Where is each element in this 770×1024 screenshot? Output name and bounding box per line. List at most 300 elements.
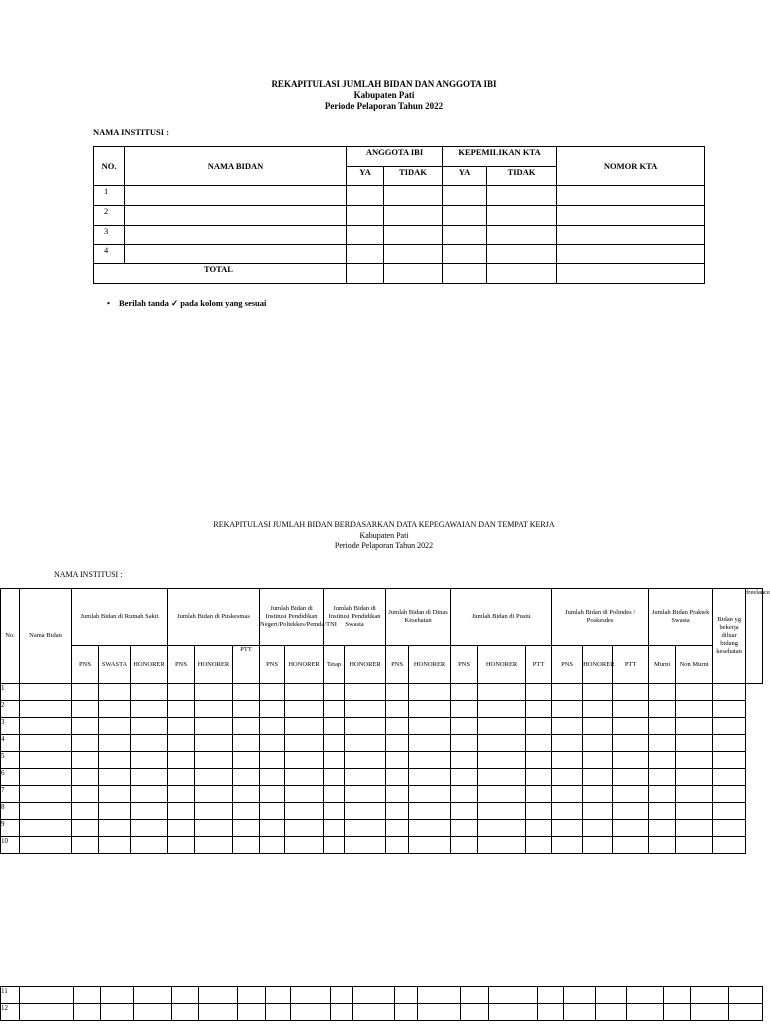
- table-cell: [713, 735, 746, 752]
- table-cell: [583, 769, 613, 786]
- table-cell: [99, 820, 131, 837]
- doc1-title: REKAPITULASI JUMLAH BIDAN DAN ANGGOTA IBI: [271, 79, 497, 89]
- table-cell: [260, 718, 285, 735]
- header-nama-bidan: NAMA BIDAN: [125, 147, 347, 186]
- table-cell: [478, 718, 526, 735]
- table-cell: [552, 786, 583, 803]
- table-cell: [72, 735, 99, 752]
- table-cell: [386, 786, 409, 803]
- table-row: [94, 186, 705, 206]
- table-cell: [72, 684, 99, 701]
- table-cell: [451, 735, 478, 752]
- table-cell: [386, 803, 409, 820]
- header-honorer: HONORER: [285, 646, 324, 684]
- header-honorer: HONORER: [195, 646, 233, 684]
- header-ptt: PTT: [233, 646, 260, 684]
- table-cell: [20, 1004, 73, 1021]
- row-number: 10: [1, 837, 20, 854]
- table-cell: [451, 803, 478, 820]
- table-cell: [324, 718, 345, 735]
- doc2-title: REKAPITULASI JUMLAH BIDAN BERDASARKAN DATA KEPEGAWAIAN DAN TEMPAT KERJA: [213, 520, 555, 529]
- table-cell: [345, 786, 386, 803]
- table-cell: [676, 769, 713, 786]
- table-cell: [285, 752, 324, 769]
- table-cell: [691, 987, 729, 1004]
- table-cell: [613, 837, 649, 854]
- doc2-table-continued: [0, 986, 763, 1021]
- table-cell: [195, 735, 233, 752]
- table-cell: [537, 1004, 564, 1021]
- table-cell: [526, 786, 552, 803]
- row-number: 4: [94, 245, 125, 264]
- table-cell: [451, 752, 478, 769]
- header-ptt: PTT: [526, 646, 552, 684]
- table-cell: [260, 786, 285, 803]
- table-cell: [20, 820, 72, 837]
- table-cell: [131, 820, 168, 837]
- table-cell: [691, 1004, 729, 1021]
- table-cell: [285, 718, 324, 735]
- table-cell: [345, 735, 386, 752]
- header-tidak: TIDAK: [384, 167, 443, 186]
- table-cell: [72, 820, 99, 837]
- table-cell: [324, 820, 345, 837]
- table-cell: [331, 987, 352, 1004]
- row-number: 9: [1, 820, 20, 837]
- table-cell: [20, 786, 72, 803]
- doc2-table: [0, 588, 770, 854]
- table-cell: [713, 769, 746, 786]
- table-cell: [195, 769, 233, 786]
- table-row: [1, 769, 763, 786]
- table-cell: [418, 987, 461, 1004]
- table-cell: [461, 987, 489, 1004]
- table-cell: [451, 769, 478, 786]
- table-cell: [285, 735, 324, 752]
- table-cell: [409, 718, 451, 735]
- table-cell: [233, 837, 260, 854]
- table-cell: [168, 837, 195, 854]
- header-luar-bidang: Bidan yg bekerja diluar bidang kesehatan: [713, 589, 746, 684]
- table-cell: [386, 718, 409, 735]
- table-row: [1, 987, 763, 1004]
- table-cell: [526, 837, 552, 854]
- table-cell: [345, 820, 386, 837]
- note-text: Berilah tanda ✓ pada kolom yang sesuai: [119, 298, 267, 308]
- header-puskesmas: Jumlah Bidan di Puskesmas: [168, 589, 260, 646]
- table-cell: [526, 769, 552, 786]
- table-cell: [99, 769, 131, 786]
- doc2-institution-label: NAMA INSTITUSI :: [54, 570, 123, 579]
- table-cell: [352, 987, 394, 1004]
- table-cell: [526, 701, 552, 718]
- table-cell: [324, 837, 345, 854]
- table-cell: [583, 786, 613, 803]
- table-cell: [324, 786, 345, 803]
- table-cell: [488, 987, 537, 1004]
- table-cell: [583, 684, 613, 701]
- table-cell: [20, 837, 72, 854]
- table-cell: [552, 684, 583, 701]
- table-cell: [451, 718, 478, 735]
- header-non-murni: Non Murni: [676, 646, 713, 684]
- header-honorer: HONORER: [131, 646, 168, 684]
- table-cell: [676, 786, 713, 803]
- table-cell: [168, 718, 195, 735]
- table-cell: [131, 803, 168, 820]
- table-cell: [99, 735, 131, 752]
- table-cell: [99, 701, 131, 718]
- table-cell: [564, 1004, 596, 1021]
- table-cell: [168, 820, 195, 837]
- table-cell: [131, 718, 168, 735]
- table-cell: [133, 1004, 171, 1021]
- table-row: [94, 226, 705, 245]
- header-pns: PNS: [260, 646, 285, 684]
- table-cell: [99, 803, 131, 820]
- table-cell: [168, 803, 195, 820]
- table-cell: [99, 837, 131, 854]
- total-label: TOTAL: [94, 264, 347, 284]
- header-pns: PNS: [552, 646, 583, 684]
- table-cell: [324, 769, 345, 786]
- table-cell: [168, 684, 195, 701]
- table-cell: [265, 1004, 291, 1021]
- row-number: 3: [94, 226, 125, 245]
- header-honorer: HONORER: [345, 646, 386, 684]
- table-cell: [72, 837, 99, 854]
- table-cell: [478, 752, 526, 769]
- header-murni: Murni: [649, 646, 676, 684]
- table-row: [94, 245, 705, 264]
- table-cell: [583, 820, 613, 837]
- table-cell: [20, 735, 72, 752]
- table-cell: [613, 803, 649, 820]
- instruction-note: [107, 298, 266, 309]
- table-cell: [676, 684, 713, 701]
- table-cell: [72, 701, 99, 718]
- row-number: 4: [1, 735, 20, 752]
- table-row: [1, 752, 763, 769]
- table-cell: [99, 718, 131, 735]
- table-cell: [552, 752, 583, 769]
- table-cell: [233, 701, 260, 718]
- header-dinas-kesehatan: Jumlah Bidan di Dinas Kesehatan: [386, 589, 451, 646]
- table-cell: [649, 701, 676, 718]
- header-tetap: Tetap: [324, 646, 345, 684]
- table-cell: [613, 769, 649, 786]
- table-cell: [552, 735, 583, 752]
- table-cell: [131, 837, 168, 854]
- header-polindes: Jumlah Bidan di Polindes / Poskesdes: [552, 589, 649, 646]
- table-cell: [171, 987, 199, 1004]
- table-cell: [20, 718, 72, 735]
- table-cell: [451, 701, 478, 718]
- table-cell: [345, 752, 386, 769]
- table-cell: [238, 987, 266, 1004]
- header-institusi-negeri: Jumlah Bidan di Institusi Pendidikan Negeri/Poltekkes/Pemda/TNI: [260, 589, 324, 646]
- table-cell: [352, 1004, 394, 1021]
- table-cell: [168, 701, 195, 718]
- table-cell: [676, 837, 713, 854]
- table-cell: [583, 735, 613, 752]
- table-cell: [101, 987, 134, 1004]
- table-cell: [649, 837, 676, 854]
- doc1-institution-label: NAMA INSTITUSI :: [93, 127, 170, 137]
- table-cell: [285, 769, 324, 786]
- table-cell: [451, 820, 478, 837]
- table-cell: [418, 1004, 461, 1021]
- table-cell: [713, 837, 746, 854]
- header-freelance: freelance: [746, 589, 763, 684]
- table-cell: [20, 769, 72, 786]
- table-cell: [168, 752, 195, 769]
- table-cell: [345, 837, 386, 854]
- table-cell: [596, 987, 627, 1004]
- table-cell: [133, 987, 171, 1004]
- table-cell: [583, 803, 613, 820]
- table-cell: [713, 820, 746, 837]
- table-cell: [195, 701, 233, 718]
- table-cell: [409, 837, 451, 854]
- table-cell: [478, 786, 526, 803]
- table-cell: [233, 769, 260, 786]
- table-cell: [260, 684, 285, 701]
- table-cell: [99, 752, 131, 769]
- table-cell: [526, 684, 552, 701]
- table-cell: [324, 752, 345, 769]
- table-cell: [171, 1004, 199, 1021]
- table-cell: [552, 803, 583, 820]
- table-cell: [260, 735, 285, 752]
- table-row: [1, 701, 763, 718]
- table-cell: [195, 820, 233, 837]
- table-cell: [386, 837, 409, 854]
- row-number: 2: [94, 206, 125, 226]
- table-cell: [285, 803, 324, 820]
- table-cell: [649, 752, 676, 769]
- table-cell: [233, 735, 260, 752]
- table-row: [1, 803, 763, 820]
- table-cell: [676, 752, 713, 769]
- table-cell: [285, 684, 324, 701]
- table-cell: [713, 701, 746, 718]
- table-cell: [260, 701, 285, 718]
- table-cell: [99, 786, 131, 803]
- table-cell: [345, 769, 386, 786]
- table-cell: [324, 803, 345, 820]
- table-cell: [394, 1004, 418, 1021]
- doc1-period: Periode Pelaporan Tahun 2022: [324, 101, 444, 111]
- table-cell: [478, 803, 526, 820]
- table-cell: [613, 735, 649, 752]
- table-cell: [649, 803, 676, 820]
- header-swasta: SWASTA: [99, 646, 131, 684]
- table-cell: [613, 786, 649, 803]
- table-cell: [195, 837, 233, 854]
- row-number: 3: [1, 718, 20, 735]
- table-cell: [386, 769, 409, 786]
- table-cell: [626, 1004, 663, 1021]
- header-ya: YA: [347, 167, 384, 186]
- header-pns: PNS: [72, 646, 99, 684]
- header-pns: PNS: [168, 646, 195, 684]
- table-cell: [233, 684, 260, 701]
- table-cell: [613, 701, 649, 718]
- table-cell: [583, 837, 613, 854]
- table-cell: [345, 718, 386, 735]
- header-nama-bidan: Nama Bidan: [20, 589, 72, 684]
- table-cell: [260, 803, 285, 820]
- table-cell: [291, 1004, 331, 1021]
- table-cell: [613, 684, 649, 701]
- table-cell: [409, 820, 451, 837]
- table-cell: [168, 786, 195, 803]
- table-cell: [649, 820, 676, 837]
- table-cell: [386, 735, 409, 752]
- table-row: [1, 684, 763, 701]
- table-cell: [195, 718, 233, 735]
- header-pns: PNS: [386, 646, 409, 684]
- header-ptt: PTT: [613, 646, 649, 684]
- row-number: 11: [1, 987, 20, 1004]
- table-cell: [99, 684, 131, 701]
- table-cell: [552, 820, 583, 837]
- table-cell: [324, 701, 345, 718]
- table-cell: [676, 803, 713, 820]
- table-cell: [583, 718, 613, 735]
- table-cell: [409, 803, 451, 820]
- table-cell: [409, 684, 451, 701]
- table-cell: [265, 987, 291, 1004]
- table-cell: [663, 1004, 691, 1021]
- table-cell: [72, 718, 99, 735]
- table-cell: [131, 769, 168, 786]
- table-cell: [260, 820, 285, 837]
- table-row: [1, 735, 763, 752]
- table-cell: [386, 820, 409, 837]
- table-cell: [409, 735, 451, 752]
- table-cell: [20, 701, 72, 718]
- table-cell: [713, 803, 746, 820]
- table-cell: [451, 684, 478, 701]
- table-cell: [676, 701, 713, 718]
- row-number: 1: [94, 186, 125, 206]
- table-cell: [552, 837, 583, 854]
- table-cell: [713, 752, 746, 769]
- table-cell: [20, 684, 72, 701]
- table-cell: [409, 752, 451, 769]
- row-number: 5: [1, 752, 20, 769]
- row-number: 1: [1, 684, 20, 701]
- table-cell: [260, 752, 285, 769]
- table-cell: [285, 837, 324, 854]
- table-row: [1, 786, 763, 803]
- table-cell: [195, 786, 233, 803]
- table-cell: [649, 735, 676, 752]
- table-cell: [676, 820, 713, 837]
- table-cell: [131, 786, 168, 803]
- table-cell: [131, 701, 168, 718]
- table-cell: [331, 1004, 352, 1021]
- header-ya: YA: [443, 167, 487, 186]
- table-cell: [478, 837, 526, 854]
- table-cell: [526, 803, 552, 820]
- table-cell: [345, 701, 386, 718]
- table-cell: [537, 987, 564, 1004]
- table-cell: [233, 752, 260, 769]
- row-number: 7: [1, 786, 20, 803]
- table-cell: [386, 684, 409, 701]
- table-cell: [20, 987, 73, 1004]
- header-rumah-sakit: Jumlah Bidan di Rumah Sakit: [72, 589, 168, 646]
- table-cell: [478, 735, 526, 752]
- header-honorer: HONORER: [583, 646, 613, 684]
- table-cell: [478, 701, 526, 718]
- table-cell: [729, 1004, 763, 1021]
- table-cell: [451, 786, 478, 803]
- table-cell: [260, 837, 285, 854]
- table-cell: [233, 718, 260, 735]
- table-cell: [729, 987, 763, 1004]
- table-cell: [649, 786, 676, 803]
- table-cell: [345, 803, 386, 820]
- table-cell: [478, 769, 526, 786]
- table-cell: [233, 803, 260, 820]
- table-cell: [238, 1004, 266, 1021]
- table-cell: [101, 1004, 134, 1021]
- table-cell: [626, 987, 663, 1004]
- table-cell: [131, 752, 168, 769]
- table-cell: [72, 803, 99, 820]
- table-cell: [195, 752, 233, 769]
- table-cell: [199, 987, 238, 1004]
- doc2-subtitle: Kabupaten Pati: [359, 531, 409, 540]
- table-cell: [386, 701, 409, 718]
- header-institusi-swasta: Jumlah Bidan di Institusi Pendidikan Swasta: [324, 589, 386, 646]
- table-cell: [195, 803, 233, 820]
- header-honorer: HONORER: [409, 646, 451, 684]
- row-number: 2: [1, 701, 20, 718]
- table-cell: [285, 786, 324, 803]
- table-cell: [613, 718, 649, 735]
- table-cell: [195, 684, 233, 701]
- table-cell: [649, 684, 676, 701]
- table-cell: [73, 1004, 101, 1021]
- table-cell: [526, 718, 552, 735]
- table-cell: [676, 718, 713, 735]
- table-cell: [168, 769, 195, 786]
- table-row: [1, 820, 763, 837]
- row-number: 12: [1, 1004, 20, 1021]
- table-cell: [409, 769, 451, 786]
- table-cell: [285, 820, 324, 837]
- header-pustu: Jumlah Bidan di Pustu: [451, 589, 552, 646]
- table-cell: [324, 735, 345, 752]
- table-cell: [552, 718, 583, 735]
- table-cell: [199, 1004, 238, 1021]
- table-cell: [131, 684, 168, 701]
- bullet-icon: •: [107, 298, 110, 308]
- table-cell: [583, 752, 613, 769]
- table-row: [1, 718, 763, 735]
- table-cell: [394, 987, 418, 1004]
- header-praktek-swasta: Jumlah Bidan Praktek Swasta: [649, 589, 713, 646]
- doc1-subtitle: Kabupaten Pati: [353, 90, 415, 100]
- table-cell: [72, 752, 99, 769]
- table-cell: [713, 718, 746, 735]
- table-cell: [613, 820, 649, 837]
